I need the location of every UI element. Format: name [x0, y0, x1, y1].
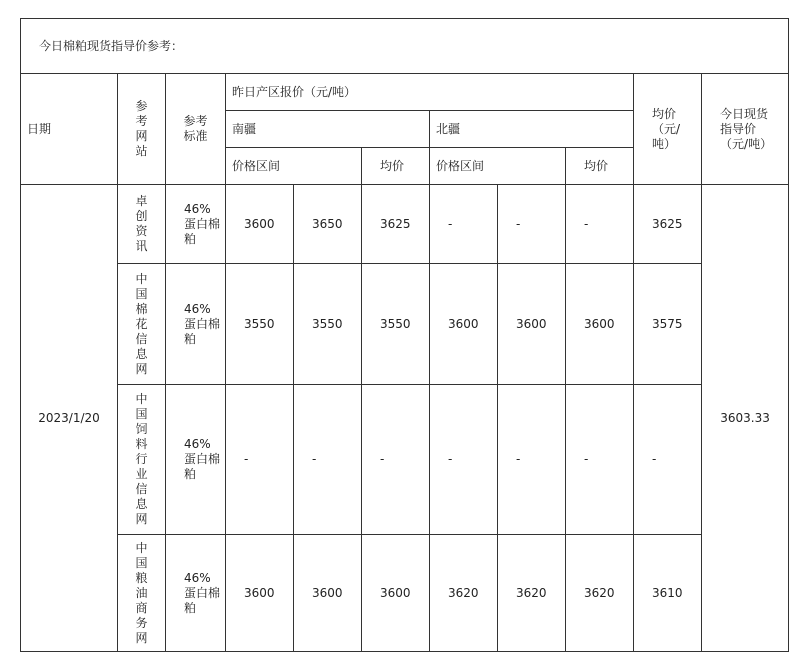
date-cell: 2023/1/20 [21, 185, 118, 652]
south-high-cell: 3600 [294, 535, 362, 652]
table-row [21, 385, 789, 535]
north-low-cell: - [430, 185, 498, 264]
standard-cell: 46%蛋白棉粕 [166, 385, 226, 535]
site-cell: 中国棉花信息网 [118, 264, 166, 385]
north-high-cell: - [498, 185, 566, 264]
north-low-cell: 3620 [430, 535, 498, 652]
south-avg-cell: 3550 [362, 264, 430, 385]
header-date: 日期 [21, 74, 118, 185]
header-north: 北疆 [430, 111, 634, 148]
south-low-cell: 3600 [226, 185, 294, 264]
north-low-cell: 3600 [430, 264, 498, 385]
avg-cell: 3625 [634, 185, 702, 264]
table-row [21, 535, 789, 652]
south-avg-cell: 3625 [362, 185, 430, 264]
north-high-cell: - [498, 385, 566, 535]
north-low-cell: - [430, 385, 498, 535]
table-caption: 今日棉粕现货指导价参考： [21, 19, 789, 74]
south-low-cell: 3550 [226, 264, 294, 385]
table-row [21, 185, 789, 264]
header-yesterday-quote: 昨日产区报价（元/吨） [226, 74, 634, 111]
south-avg-cell: 3600 [362, 535, 430, 652]
north-avg-cell: 3620 [566, 535, 634, 652]
header-south-range: 价格区间 [226, 148, 362, 185]
header-south: 南疆 [226, 111, 430, 148]
header-site: 参考网站 [118, 74, 166, 185]
site-cell: 卓创资讯 [118, 185, 166, 264]
standard-cell: 46%蛋白棉粕 [166, 264, 226, 385]
south-high-cell: - [294, 385, 362, 535]
header-north-avg: 均价 [566, 148, 634, 185]
header-overall-avg: 均价（元/吨） [634, 74, 702, 185]
avg-cell: 3575 [634, 264, 702, 385]
north-avg-cell: 3600 [566, 264, 634, 385]
header-north-range: 价格区间 [430, 148, 566, 185]
south-high-cell: 3550 [294, 264, 362, 385]
avg-cell: 3610 [634, 535, 702, 652]
north-high-cell: 3600 [498, 264, 566, 385]
header-guide-price: 今日现货指导价（元/吨） [702, 74, 789, 185]
south-low-cell: 3600 [226, 535, 294, 652]
price-table [20, 18, 789, 652]
south-high-cell: 3650 [294, 185, 362, 264]
south-low-cell: - [226, 385, 294, 535]
header-standard: 参考标准 [166, 74, 226, 185]
north-avg-cell: - [566, 185, 634, 264]
standard-cell: 46%蛋白棉粕 [166, 535, 226, 652]
north-high-cell: 3620 [498, 535, 566, 652]
south-avg-cell: - [362, 385, 430, 535]
site-cell: 中国粮油商务网 [118, 535, 166, 652]
north-avg-cell: - [566, 385, 634, 535]
header-south-avg: 均价 [362, 148, 430, 185]
site-cell: 中国饲料行业信息网 [118, 385, 166, 535]
avg-cell: - [634, 385, 702, 535]
guide-price-cell: 3603.33 [702, 185, 789, 652]
table-row [21, 264, 789, 385]
standard-cell: 46%蛋白棉粕 [166, 185, 226, 264]
